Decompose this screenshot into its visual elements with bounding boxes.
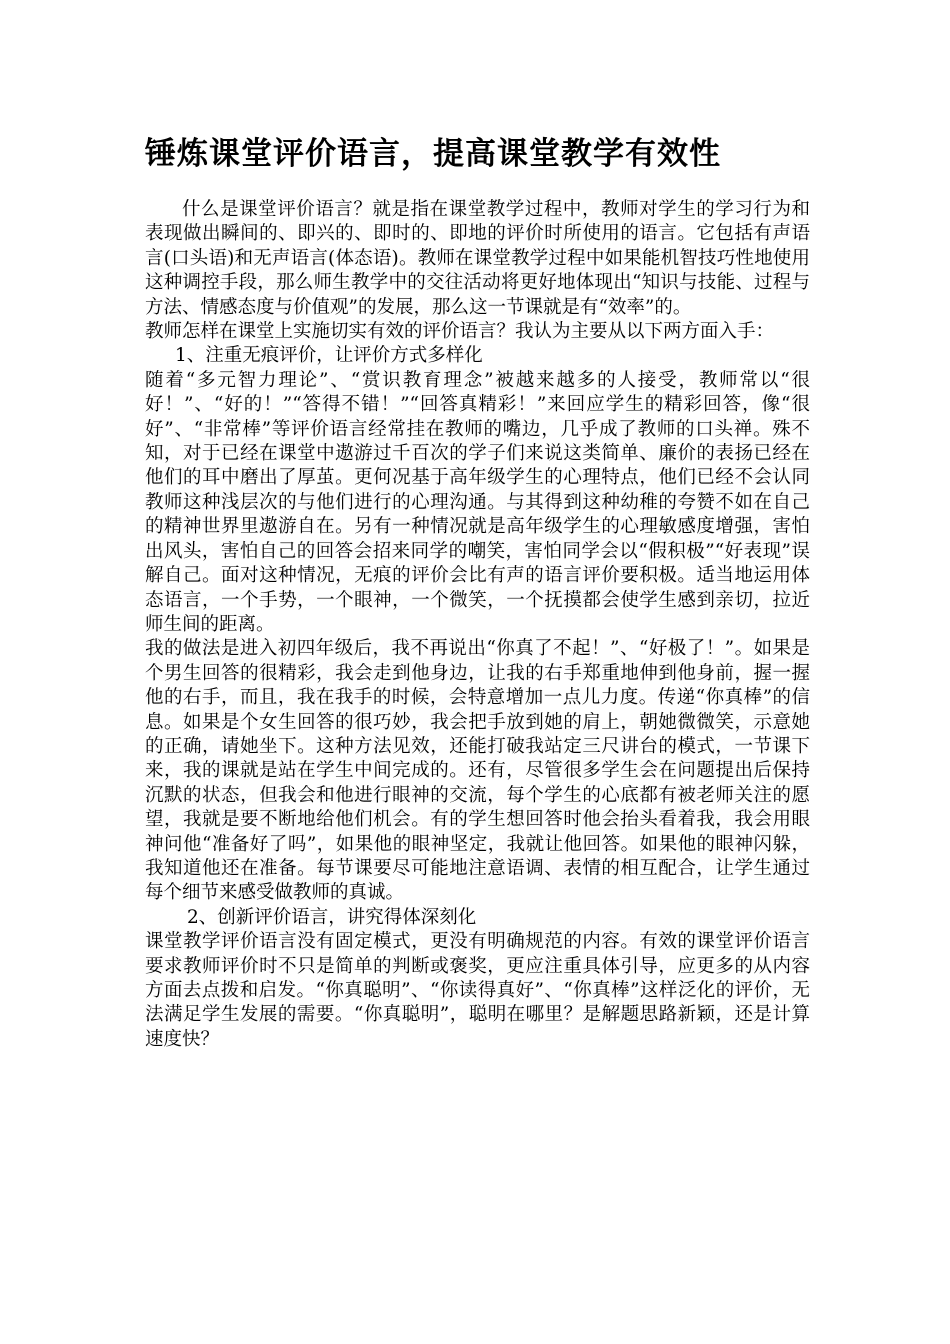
paragraph-intro: 什么是课堂评价语言？就是指在课堂教学过程中，教师对学生的学习行为和表现做出瞬间的、即兴的、即时的、即地的评价时所使用的语言。它包括有声语言(口头语)和无声语言(体态语)。教师在课堂教学过程中如果能机智技巧性地使用这种调控手段，那么师生教学中的交往活动将更好地体现出“知识与技能、过程与方法、情感态度与价值观”的发展，那么这一节课就是有“效率”的。 [145, 199, 810, 318]
paragraph-section2-a: 课堂教学评价语言没有固定模式，更没有明确规范的内容。有效的课堂评价语言要求教师评价时不只是简单的判断或褒奖，更应注重具体引导，应更多的从内容方面去点拨和启发。“你真聪明”、“你读得真好”、“你真棒”这样泛化的评价，无法满足学生发展的需要。“你真聪明”，聪明在哪里？是解题思路新颖，还是计算速度快？ [145, 931, 810, 1050]
paragraph-question: 教师怎样在课堂上实施切实有效的评价语言？我认为主要从以下两方面入手： [145, 321, 775, 343]
section-heading-2: 2、创新评价语言，讲究得体深刻化 [187, 906, 477, 928]
section-heading-1: 1、注重无痕评价，让评价方式多样化 [175, 345, 483, 367]
paragraph-section1-b: 我的做法是进入初四年级后，我不再说出“你真了不起！”、“好极了！”。如果是个男生回答的很精彩，我会走到他身边，让我的右手郑重地伸到他身前，握一握他的右手，而且，我在我手的时候，会特意增加一点儿力度。传递“你真棒”的信息。如果是个女生回答的很巧妙，我会把手放到她的肩上，朝她微微笑，示意她的正确，请她坐下。这种方法见效，还能打破我站定三尺讲台的模式，一节课下来，我的课就是站在学生中间完成的。还有，尽管很多学生会在问题提出后保持沉默的状态，但我会和他进行眼神的交流，每个学生的心底都有被老师关注的愿望，我就是要不断地给他们机会。有的学生想回答时他会抬头看着我，我会用眼神问他“准备好了吗”，如果他的眼神坚定，我就让他回答。如果他的眼神闪躲，我知道他还在准备。每节课要尽可能地注意语调、表情的相互配合，让学生通过每个细节来感受做教师的真诚。 [145, 638, 810, 904]
paragraph-section1-a: 随着“多元智力理论”、“赏识教育理念”被越来越多的人接受，教师常以“很好！”、“好的！”“答得不错！”“回答真精彩！”来回应学生的精彩回答，像“很好”、“非常棒”等评价语言经常挂在教师的嘴边，几乎成了教师的口头禅。殊不知，对于已经在课堂中遨游过千百次的学子们来说这类简单、廉价的表扬已经在他们的耳中磨出了厚茧。更何况基于高年级学生的心理特点，他们已经不会认同教师这种浅层次的与他们进行的心理沟通。与其得到这种幼稚的夸赞不如在自己的精神世界里遨游自在。另有一种情况就是高年级学生的心理敏感度增强，害怕出风头，害怕自己的回答会招来同学的嘲笑，害怕同学会以“假积极”“好表现”误解自己。面对这种情况，无痕的评价会比有声的语言评价要积极。适当地运用体态语言，一个手势，一个眼神，一个微笑，一个抚摸都会使学生感到亲切，拉近师生间的距离。 [145, 369, 810, 635]
document-body [145, 198, 810, 1052]
document-title: 锤炼课堂评价语言，提高课堂教学有效性 [145, 136, 721, 172]
